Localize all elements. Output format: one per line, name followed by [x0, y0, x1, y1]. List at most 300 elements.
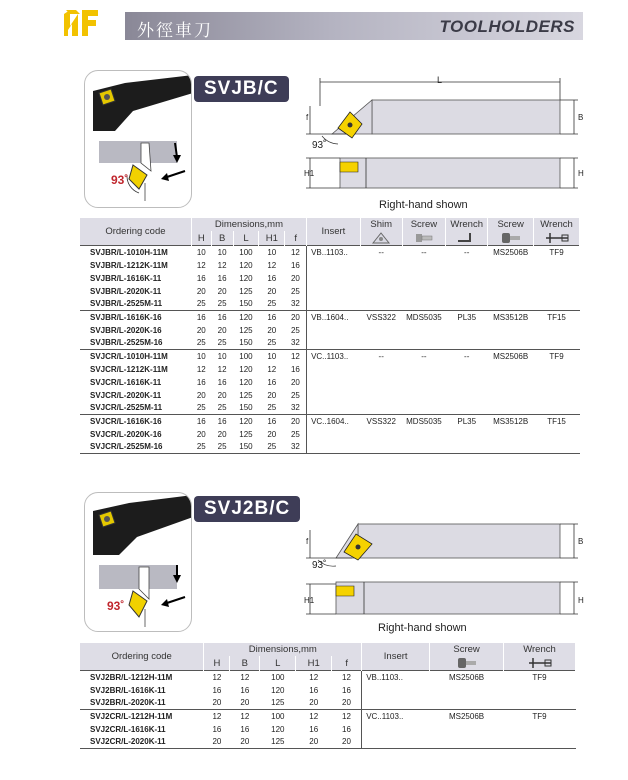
drawing-caption-2: Right-hand shown — [378, 622, 467, 634]
dim-b: 16 — [217, 273, 227, 283]
dim-B-label: B — [578, 113, 584, 122]
drawing-angle-label-2: 93˚ — [312, 560, 327, 571]
tool-photo-box-2 — [84, 492, 192, 632]
table-row — [80, 697, 576, 710]
wrench-code — [446, 298, 488, 311]
ordering-code: SVJCR/L-2020K-16 — [90, 429, 162, 439]
wrench-code — [446, 324, 488, 337]
dim-h: 20 — [212, 737, 222, 747]
wrench-icon — [446, 231, 488, 246]
insert-code: VB..1103.. — [307, 246, 361, 259]
dim-h1: 25 — [267, 338, 277, 348]
header-bar — [125, 12, 583, 40]
dim-f: 32 — [290, 442, 300, 452]
wrench-code — [504, 736, 576, 749]
dim-l: 100 — [233, 350, 259, 363]
dim-f: 20 — [285, 311, 307, 324]
screw-code — [402, 441, 446, 454]
col-header-screw: Screw — [402, 218, 446, 231]
dim-b: 16 — [211, 415, 233, 428]
screw2-code — [488, 298, 534, 311]
dim-h1: 16 — [259, 415, 285, 428]
ordering-code: SVJBR/L-2020K-11 — [90, 286, 162, 296]
dim-H-label: H — [578, 169, 584, 178]
col-header-wrench: Wrench — [446, 218, 488, 231]
dim-b: 25 — [217, 403, 227, 413]
col-header-dimensions-2: Dimensions,mm — [204, 643, 362, 656]
wrench-code: -- — [446, 246, 488, 259]
wrench2-code — [534, 298, 580, 311]
dim-l: 150 — [239, 299, 253, 309]
insert-code — [362, 723, 430, 736]
tool-photo-box — [84, 70, 192, 208]
dim-H1-label-2: H1 — [304, 596, 315, 605]
screw-code: MS2506B — [430, 671, 504, 684]
dim-b: 16 — [211, 311, 233, 324]
shim-code — [360, 428, 402, 441]
table-row — [80, 736, 576, 749]
col-header-shim: Shim — [360, 218, 402, 231]
screw2-code — [488, 363, 534, 376]
screw-code — [430, 697, 504, 710]
screw-icon — [402, 231, 446, 246]
table-row — [80, 272, 580, 285]
ordering-code: SVJCR/L-1616K-11 — [90, 377, 162, 387]
tool-photo-illustration — [85, 71, 192, 208]
dim-b: 10 — [211, 350, 233, 363]
dim-f: 20 — [290, 273, 300, 283]
wrench-code — [446, 428, 488, 441]
wrench-code: -- — [446, 350, 488, 363]
screw2-code: MS3512B — [488, 311, 534, 324]
screw-code — [402, 376, 446, 389]
screw-code — [402, 389, 446, 402]
insert-code: VC..1103.. — [307, 350, 361, 363]
ordering-code: SVJ2BR/L-1616K-11 — [90, 685, 166, 695]
dim-l: 120 — [271, 685, 285, 695]
screw-code: MS2506B — [430, 710, 504, 723]
dim-h1: 16 — [259, 311, 285, 324]
dim-f: 20 — [290, 377, 300, 387]
wrench-code — [446, 272, 488, 285]
screw-code: -- — [402, 246, 446, 259]
wrench2-code — [534, 259, 580, 272]
dim-b: 25 — [217, 338, 227, 348]
insert-code: VC..1103.. — [362, 710, 430, 723]
wrench-code — [446, 285, 488, 298]
insert-code — [362, 736, 430, 749]
table-row — [80, 311, 580, 324]
dim-h1: 20 — [267, 325, 277, 335]
ordering-code: SVJBR/L-2525M-16 — [90, 338, 163, 348]
ordering-code: SVJCR/L-1616K-16 — [80, 415, 191, 428]
wrench2-code — [534, 389, 580, 402]
spec-table-svj2bc — [80, 643, 576, 749]
dim-h: 20 — [196, 390, 206, 400]
dim-f: 20 — [342, 737, 351, 747]
screw2-code — [488, 389, 534, 402]
table-row — [80, 363, 580, 376]
dim-l: 150 — [239, 403, 253, 413]
ordering-code: SVJBR/L-1212K-11M — [90, 260, 168, 270]
shim-icon — [360, 231, 402, 246]
insert-code — [307, 298, 361, 311]
ordering-code: SVJ2CR/L-2020K-11 — [90, 737, 166, 747]
dim-h: 16 — [196, 377, 206, 387]
dim-f: 32 — [290, 403, 300, 413]
dim-l: 100 — [260, 671, 296, 684]
screw-code — [402, 272, 446, 285]
col-header-insert: Insert — [307, 218, 361, 246]
model-tag-2: SVJ2B/C — [194, 496, 300, 522]
dim-h: 12 — [204, 710, 230, 723]
dim-h1: 12 — [296, 710, 332, 723]
screw2-code — [488, 402, 534, 415]
wrench-code — [504, 697, 576, 710]
dim-h: 16 — [212, 724, 222, 734]
dim-b: 20 — [240, 698, 250, 708]
tool-photo-illustration-2 — [85, 493, 192, 632]
col-header-B: B — [211, 231, 233, 246]
col-header-f: f — [285, 231, 307, 246]
col-header-dimensions: Dimensions,mm — [191, 218, 306, 231]
screw-code — [430, 736, 504, 749]
dim-f: 12 — [285, 350, 307, 363]
dim-f: 12 — [285, 246, 307, 259]
dim-h1: 12 — [296, 671, 332, 684]
screw2-code: MS3512B — [488, 415, 534, 428]
screw2-code — [488, 272, 534, 285]
drawing-caption: Right-hand shown — [379, 199, 468, 211]
table-row — [80, 389, 580, 402]
col-header-B-2: B — [230, 656, 260, 671]
wrench2-code: TF9 — [534, 246, 580, 259]
screw2-code: MS2506B — [488, 246, 534, 259]
dim-h: 25 — [196, 403, 206, 413]
col-header-screw-2: Screw — [430, 643, 504, 656]
wrench2-code — [534, 441, 580, 454]
insert-code — [307, 428, 361, 441]
ordering-code: SVJCR/L-2525M-11 — [90, 403, 163, 413]
technical-drawing-2 — [292, 500, 582, 620]
photo-angle-label-2: 93˚ — [107, 599, 125, 613]
dim-h1: 20 — [309, 737, 319, 747]
col-header-wrench2: Wrench — [534, 218, 580, 231]
dim-b: 16 — [240, 724, 250, 734]
dim-l: 100 — [260, 710, 296, 723]
dim-l: 120 — [239, 377, 253, 387]
brand-logo — [62, 8, 124, 38]
screw-code: MDS5035 — [402, 415, 446, 428]
dim-h: 20 — [196, 286, 206, 296]
table-row — [80, 298, 580, 311]
dim-l: 120 — [239, 364, 253, 374]
col-header-H: H — [191, 231, 211, 246]
dim-h: 12 — [196, 260, 206, 270]
wrench2-code: TF9 — [534, 350, 580, 363]
insert-code — [307, 402, 361, 415]
table-row — [80, 350, 580, 363]
dim-h1: 25 — [267, 442, 277, 452]
wrench-code: TF9 — [504, 671, 576, 684]
dim-b: 12 — [217, 260, 227, 270]
spec-table-svjbc — [80, 218, 580, 454]
dim-b: 12 — [230, 671, 260, 684]
dim-f: 16 — [290, 364, 300, 374]
wrench2-code — [534, 376, 580, 389]
screw2-code — [488, 337, 534, 350]
dim-h1: 16 — [309, 685, 319, 695]
dim-l: 100 — [233, 246, 259, 259]
shim-code — [360, 441, 402, 454]
ordering-code: SVJCR/L-2525M-16 — [90, 442, 163, 452]
dim-l: 125 — [271, 737, 285, 747]
table-row — [80, 671, 576, 684]
screw2-code — [488, 376, 534, 389]
wrench2-code: TF15 — [534, 415, 580, 428]
dim-b: 20 — [217, 325, 227, 335]
wrench2-code: TF15 — [534, 311, 580, 324]
dim-f: 16 — [342, 724, 351, 734]
table-row — [80, 324, 580, 337]
col-header-insert-2: Insert — [362, 643, 430, 671]
shim-code — [360, 324, 402, 337]
dim-f: 12 — [332, 671, 362, 684]
insert-code: VC..1604.. — [307, 415, 361, 428]
shim-code — [360, 376, 402, 389]
dim-h1: 12 — [267, 364, 277, 374]
insert-code — [307, 363, 361, 376]
shim-code — [360, 337, 402, 350]
dim-b: 12 — [230, 710, 260, 723]
shim-code — [360, 363, 402, 376]
ordering-code: SVJ2BR/L-1212H-11M — [80, 671, 204, 684]
dim-H-label-2: H — [578, 596, 584, 605]
insert-code — [307, 389, 361, 402]
table-row — [80, 723, 576, 736]
col-header-screw2: Screw — [488, 218, 534, 231]
insert-code — [307, 285, 361, 298]
ordering-code: SVJ2CR/L-1616K-11 — [90, 724, 166, 734]
dim-h1: 20 — [267, 390, 277, 400]
dim-b: 25 — [217, 299, 227, 309]
dim-b: 20 — [240, 737, 250, 747]
wrench-code — [446, 402, 488, 415]
wrench-code — [504, 684, 576, 697]
screw2-icon — [488, 231, 534, 246]
insert-code — [307, 259, 361, 272]
dim-b: 16 — [217, 377, 227, 387]
dim-b: 25 — [217, 442, 227, 452]
header-title-cn: 外徑車刀 — [137, 21, 213, 41]
table-row — [80, 428, 580, 441]
dim-b: 20 — [217, 286, 227, 296]
insert-code: VB..1604.. — [307, 311, 361, 324]
dim-B-label-2: B — [578, 537, 584, 546]
dim-f: 16 — [290, 260, 300, 270]
screw2-code — [488, 324, 534, 337]
shim-code — [360, 402, 402, 415]
dim-b: 16 — [240, 685, 250, 695]
wrench-code — [446, 389, 488, 402]
dim-f: 16 — [342, 685, 351, 695]
ordering-code: SVJBR/L-1010H-11M — [80, 246, 191, 259]
dim-h: 16 — [191, 415, 211, 428]
dim-h: 16 — [191, 311, 211, 324]
insert-code — [307, 441, 361, 454]
screw-code — [402, 298, 446, 311]
insert-code — [307, 324, 361, 337]
wrench2-code — [534, 402, 580, 415]
dim-l: 150 — [239, 338, 253, 348]
dim-b: 20 — [217, 429, 227, 439]
ordering-code: SVJ2CR/L-1212H-11M — [80, 710, 204, 723]
ordering-code: SVJBR/L-2525M-11 — [90, 299, 163, 309]
dim-h1: 16 — [309, 724, 319, 734]
col-header-L-2: L — [260, 656, 296, 671]
table-row — [80, 259, 580, 272]
insert-code — [307, 272, 361, 285]
dim-l: 120 — [239, 260, 253, 270]
screw2-code — [488, 285, 534, 298]
shim-code — [360, 298, 402, 311]
wrench2-code — [534, 272, 580, 285]
dim-l: 125 — [239, 325, 253, 335]
insert-code: VB..1103.. — [362, 671, 430, 684]
screw-code — [402, 324, 446, 337]
screw2-code — [488, 441, 534, 454]
wrench-code — [504, 723, 576, 736]
wrench-code: PL35 — [446, 415, 488, 428]
dim-f: 25 — [290, 429, 300, 439]
wrench2-code — [534, 324, 580, 337]
dim-f: 32 — [290, 299, 300, 309]
dim-l: 125 — [239, 390, 253, 400]
shim-code — [360, 285, 402, 298]
dim-h: 20 — [196, 429, 206, 439]
dim-h: 16 — [196, 273, 206, 283]
col-header-ordering: Ordering code — [80, 218, 191, 246]
wrench-icon-2 — [504, 656, 576, 671]
dim-l: 120 — [233, 415, 259, 428]
dim-h1: 10 — [259, 350, 285, 363]
dim-h1: 16 — [267, 273, 277, 283]
wrench-code: TF9 — [504, 710, 576, 723]
dim-f: 12 — [332, 710, 362, 723]
dim-f: 25 — [290, 325, 300, 335]
insert-code — [307, 337, 361, 350]
screw-code — [402, 363, 446, 376]
dim-h: 25 — [196, 338, 206, 348]
wrench2-code — [534, 285, 580, 298]
dim-h: 25 — [196, 442, 206, 452]
shim-code: -- — [360, 350, 402, 363]
wrench-code — [446, 259, 488, 272]
ordering-code: SVJCR/L-2020K-11 — [90, 390, 162, 400]
col-header-H-2: H — [204, 656, 230, 671]
dim-h: 12 — [204, 671, 230, 684]
screw-code — [402, 259, 446, 272]
shim-code: VSS322 — [360, 415, 402, 428]
screw-code — [430, 723, 504, 736]
ordering-code: SVJBR/L-1616K-11 — [90, 273, 162, 283]
dim-l: 125 — [271, 698, 285, 708]
screw-code — [430, 684, 504, 697]
shim-code — [360, 259, 402, 272]
screw2-code — [488, 259, 534, 272]
dim-h: 20 — [212, 698, 222, 708]
dim-f: 25 — [290, 390, 300, 400]
dim-h1: 20 — [309, 698, 319, 708]
dim-h1: 25 — [267, 299, 277, 309]
dim-b: 20 — [217, 390, 227, 400]
ordering-code: SVJCR/L-1212K-11M — [90, 364, 168, 374]
dim-l: 125 — [239, 286, 253, 296]
table-row — [80, 376, 580, 389]
table-row — [80, 285, 580, 298]
table-row — [80, 402, 580, 415]
wrench2-icon — [534, 231, 580, 246]
dim-f: 20 — [342, 698, 351, 708]
shim-code — [360, 389, 402, 402]
col-header-wrench-2: Wrench — [504, 643, 576, 656]
wrench2-code — [534, 428, 580, 441]
dim-f-label: f — [306, 113, 309, 122]
dim-f: 20 — [285, 415, 307, 428]
shim-code: VSS322 — [360, 311, 402, 324]
table-row — [80, 710, 576, 723]
col-header-H1: H1 — [259, 231, 285, 246]
table-row — [80, 337, 580, 350]
table-row — [80, 415, 580, 428]
col-header-f-2: f — [332, 656, 362, 671]
screw2-code: MS2506B — [488, 350, 534, 363]
ordering-code: SVJBR/L-2020K-16 — [90, 325, 162, 335]
dim-f: 32 — [290, 338, 300, 348]
dim-l: 120 — [239, 273, 253, 283]
page-header — [0, 0, 628, 46]
dim-f: 25 — [290, 286, 300, 296]
drawing-angle-label: 93˚ — [312, 140, 327, 151]
wrench-code — [446, 376, 488, 389]
col-header-L: L — [233, 231, 259, 246]
insert-code — [362, 684, 430, 697]
ordering-code: SVJCR/L-1010H-11M — [80, 350, 191, 363]
dim-H1-label: H1 — [304, 169, 315, 178]
wrench2-code — [534, 337, 580, 350]
dim-f-label-2: f — [306, 537, 309, 546]
col-header-ordering-2: Ordering code — [80, 643, 204, 671]
wrench2-code — [534, 363, 580, 376]
header-title-en: TOOLHOLDERS — [439, 17, 575, 36]
col-header-H1-2: H1 — [296, 656, 332, 671]
dim-b: 10 — [211, 246, 233, 259]
wrench-code — [446, 337, 488, 350]
table-row — [80, 684, 576, 697]
dim-h: 20 — [196, 325, 206, 335]
table-row — [80, 441, 580, 454]
wrench-code — [446, 441, 488, 454]
dim-h: 10 — [191, 350, 211, 363]
dim-h1: 20 — [267, 286, 277, 296]
insert-code — [362, 697, 430, 710]
dim-h: 12 — [196, 364, 206, 374]
dim-l: 150 — [239, 442, 253, 452]
screw2-code — [488, 428, 534, 441]
wrench-code — [446, 363, 488, 376]
dim-h1: 16 — [267, 377, 277, 387]
screw-code — [402, 285, 446, 298]
